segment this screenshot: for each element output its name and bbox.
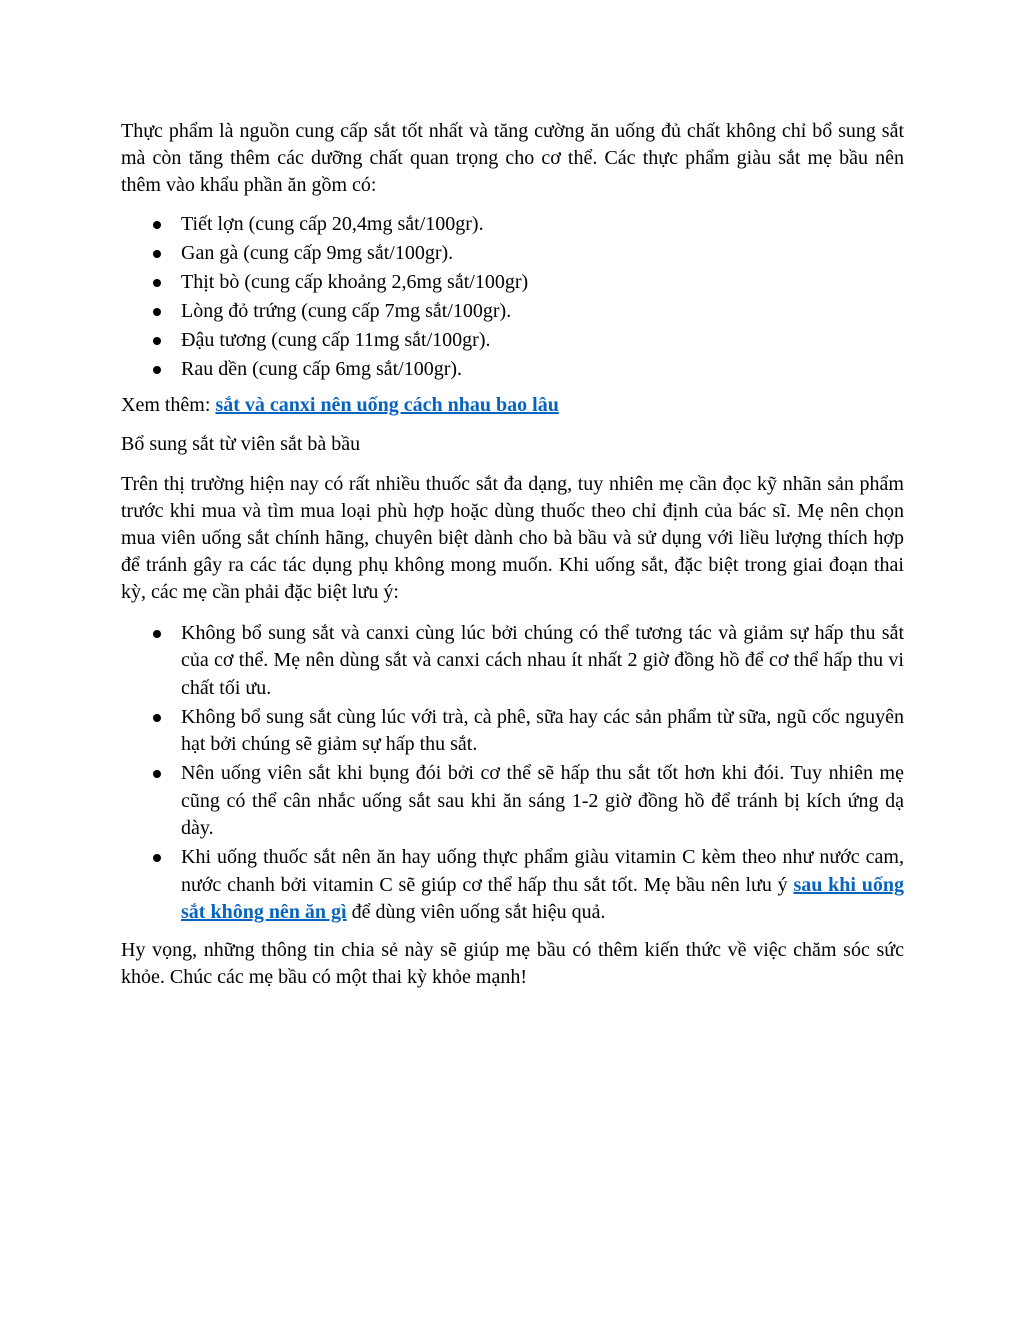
list-item	[121, 327, 904, 355]
list-item-text: Rau dền (cung cấp 6mg sắt/100gr).	[181, 358, 463, 380]
list-item	[121, 704, 904, 759]
see-more-prefix: Xem thêm:	[121, 393, 216, 416]
list-item	[121, 211, 904, 239]
conclusion-paragraph: Hy vọng, những thông tin chia sẻ này sẽ giúp mẹ bầu có thêm kiến thức về việc chăm sóc sức khỏe. Chúc các mẹ bầu có một thai kỳ khỏe mạnh!	[121, 938, 904, 988]
see-more-line	[121, 392, 904, 419]
iron-notes-list	[121, 620, 904, 927]
list-item	[121, 298, 904, 326]
list-item	[121, 620, 904, 703]
list-item-text: Khi uống thuốc sắt nên ăn hay uống thực phẩm giàu vitamin C kèm theo như nước cam, nước chanh bởi vitamin C sẽ giúp cơ thể hấp thu sắt tốt. Mẹ bầu nên lưu ý	[181, 846, 904, 896]
bullet-icon	[153, 854, 161, 862]
list-item-text: Gan gà (cung cấp 9mg sắt/100gr).	[181, 242, 454, 264]
list-item-text: Tiết lợn (cung cấp 20,4mg sắt/100gr).	[181, 213, 484, 235]
bullet-icon	[153, 308, 161, 316]
list-item-text: Lòng đỏ trứng (cung cấp 7mg sắt/100gr).	[181, 300, 512, 322]
document-page	[121, 118, 904, 991]
bullet-icon	[153, 279, 161, 287]
list-item	[121, 356, 904, 384]
section-heading: Bổ sung sắt từ viên sắt bà bầu	[121, 432, 361, 455]
list-item	[121, 240, 904, 268]
bullet-icon	[153, 337, 161, 345]
list-item-text: Không bổ sung sắt và canxi cùng lúc bởi chúng có thể tương tác và giảm sự hấp thu sắt của cơ thể. Mẹ nên dùng sắt và canxi cách nhau ít nhất 2 giờ đồng hồ để cơ thể hấp thu vi chất tối ưu.	[181, 621, 904, 699]
list-item	[121, 269, 904, 297]
bullet-icon	[153, 714, 161, 722]
bullet-icon	[153, 366, 161, 374]
list-item-text: Đậu tương (cung cấp 11mg sắt/100gr).	[181, 329, 491, 351]
body-paragraph: Trên thị trường hiện nay có rất nhiều thuốc sắt đa dạng, tuy nhiên mẹ cần đọc kỹ nhãn sản phẩm trước khi mua và tìm mua loại phù hợp hoặc dùng thuốc theo chỉ định của bác sĩ. Mẹ nên chọn mua viên uống sắt chính hãng, chuyên biệt dành cho bà bầu và sử dụng với liều lượng thích hợp để tránh gây ra các tác dụng phụ không mong muốn. Khi uống sắt, đặc biệt trong giai đoạn thai kỳ, các mẹ cần phải đặc biệt lưu ý:	[121, 472, 904, 603]
list-item	[121, 760, 904, 843]
list-item-text: Không bổ sung sắt cùng lúc với trà, cà phê, sữa hay các sản phẩm từ sữa, ngũ cốc nguyên hạt bởi chúng sẽ giảm sự hấp thu sắt.	[181, 705, 904, 755]
iron-food-list	[121, 211, 904, 384]
list-item-text: Nên uống viên sắt khi bụng đói bởi cơ thể sẽ hấp thu sắt tốt hơn khi đói. Tuy nhiên mẹ cũng có thể cân nhắc uống sắt sau khi ăn sáng 1-2 giờ đồng hồ để tránh bị kích ứng dạ dày.	[181, 762, 904, 839]
bullet-icon	[153, 250, 161, 258]
bullet-icon	[153, 630, 161, 638]
see-more-link[interactable]: sắt và canxi nên uống cách nhau bao lâu	[215, 393, 559, 416]
bullet-icon	[153, 770, 161, 778]
intro-paragraph: Thực phẩm là nguồn cung cấp sắt tốt nhất và tăng cường ăn uống đủ chất không chỉ bổ sung sắt mà còn tăng thêm các dưỡng chất quan trọng cho cơ thể. Các thực phẩm giàu sắt mẹ bầu nên thêm vào khẩu phần ăn gồm có:	[121, 120, 904, 196]
list-item-text-tail: để dùng viên uống sắt hiệu quả.	[346, 901, 606, 923]
bullet-icon	[153, 221, 161, 229]
list-item-text: Thịt bò (cung cấp khoảng 2,6mg sắt/100gr)	[181, 271, 529, 293]
list-item	[121, 844, 904, 927]
after-iron-link[interactable]: sau khi uống sắt không nên ăn gì	[181, 873, 904, 923]
